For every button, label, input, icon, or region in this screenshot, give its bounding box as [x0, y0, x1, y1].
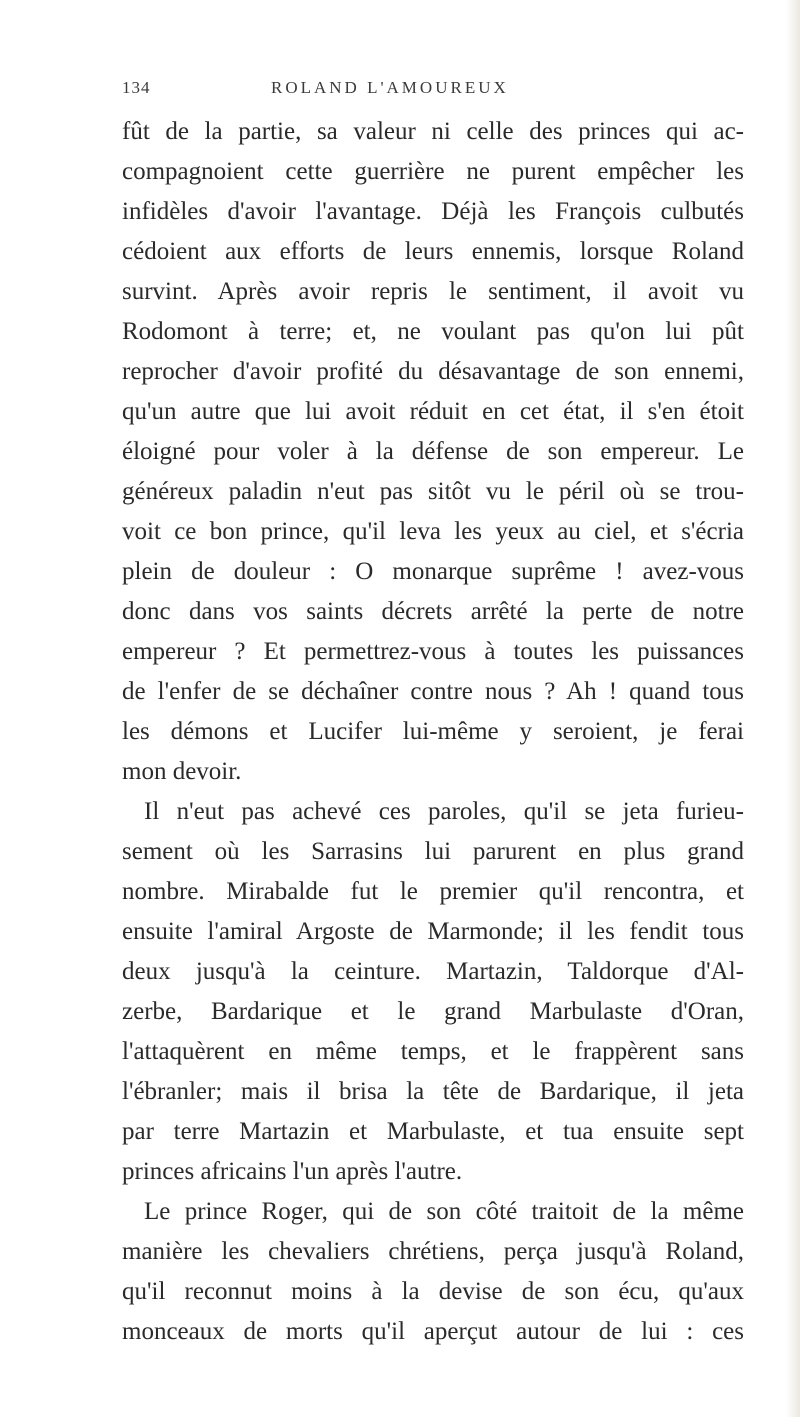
page-header [122, 78, 742, 102]
text-line: survint. Après avoir repris le sentiment, il avoit vu [122, 278, 744, 305]
text-line: qu'il reconnut moins à la devise de son écu, qu'aux [122, 1278, 744, 1305]
text-line: nombre. Mirabalde fut le premier qu'il rencontra, et [122, 878, 744, 905]
paragraph-start-line: Il n'eut pas achevé ces paroles, qu'il se jeta furieu- [144, 798, 744, 825]
text-line: sement où les Sarrasins lui parurent en plus grand [122, 838, 744, 865]
text-line: éloigné pour voler à la défense de son empereur. Le [122, 438, 744, 465]
text-line: plein de douleur : O monarque suprême ! avez-vous [122, 558, 744, 585]
text-line: reprocher d'avoir profité du désavantage de son ennemi, [122, 358, 744, 385]
text-line: voit ce bon prince, qu'il leva les yeux au ciel, et s'écria [122, 518, 744, 545]
text-line: généreux paladin n'eut pas sitôt vu le péril où se trou- [122, 478, 744, 505]
text-line: l'ébranler; mais il brisa la tête de Bardarique, il jeta [122, 1078, 744, 1105]
paragraph-end-line: princes africains l'un après l'autre. [122, 1158, 463, 1185]
body-text [122, 112, 744, 1352]
text-line: fût de la partie, sa valeur ni celle des princes qui ac- [122, 118, 744, 145]
text-line: ensuite l'amiral Argoste de Marmonde; il les fendit tous [122, 918, 744, 945]
text-line: compagnoient cette guerrière ne purent empêcher les [122, 158, 744, 185]
text-line: de l'enfer de se déchaîner contre nous ? Ah ! quand tous [122, 678, 744, 705]
running-title: ROLAND L'AMOUREUX [271, 78, 509, 97]
text-line: l'attaquèrent en même temps, et le frappèrent sans [122, 1038, 744, 1065]
text-line: infidèles d'avoir l'avantage. Déjà les François culbutés [122, 198, 744, 225]
text-line: zerbe, Bardarique et le grand Marbulaste d'Oran, [122, 998, 744, 1025]
text-line: deux jusqu'à la ceinture. Martazin, Taldorque d'Al- [122, 958, 744, 985]
text-line: monceaux de morts qu'il aperçut autour de lui : ces [122, 1318, 744, 1345]
text-line: donc dans vos saints décrets arrêté la perte de notre [122, 598, 744, 625]
paragraph-start-line: Le prince Roger, qui de son côté traitoit de la même [144, 1198, 744, 1225]
page-number: 134 [122, 78, 151, 97]
page-edge-shadow [786, 0, 800, 1417]
text-line: les démons et Lucifer lui-même y seroient, je ferai [122, 718, 744, 745]
text-line: par terre Martazin et Marbulaste, et tua ensuite sept [122, 1118, 744, 1145]
text-line: qu'un autre que lui avoit réduit en cet état, il s'en étoit [122, 398, 744, 425]
text-line: cédoient aux efforts de leurs ennemis, lorsque Roland [122, 238, 744, 265]
text-line: empereur ? Et permettrez-vous à toutes les puissances [122, 638, 744, 665]
paragraph-end-line: mon devoir. [122, 758, 242, 785]
text-line: Rodomont à terre; et, ne voulant pas qu'on lui pût [122, 318, 744, 345]
text-line: manière les chevaliers chrétiens, perça jusqu'à Roland, [122, 1238, 744, 1265]
